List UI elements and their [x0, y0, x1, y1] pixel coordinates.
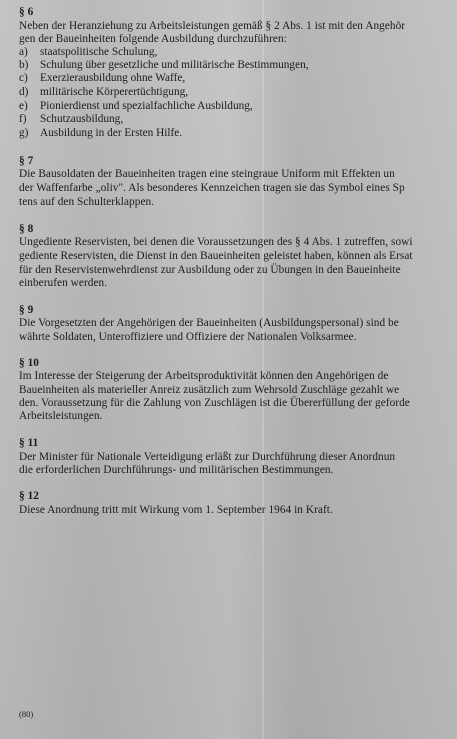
list-item	[19, 59, 309, 72]
list-item	[19, 100, 253, 113]
section-10-line: Baueinheiten als materieller Anreiz zusätzlich zum Wehrsold Zuschläge gezahlt we	[19, 384, 400, 396]
section-7-heading: § 7	[19, 155, 34, 167]
section-7-line: tens auf den Schulterklappen.	[19, 196, 155, 208]
list-item-text: Pionierdienst und spezialfachliche Ausbildung,	[40, 100, 253, 112]
section-10-line: Im Interesse der Steigerung der Arbeitsproduktivität können den Angehörigen de	[19, 370, 389, 382]
list-item	[19, 72, 185, 85]
section-12-heading: § 12	[19, 490, 39, 502]
section-8-heading: § 8	[19, 223, 34, 235]
list-item-text: Schutzausbildung,	[40, 113, 124, 125]
list-item	[19, 127, 182, 140]
section-8-line: einberufen werden.	[19, 277, 108, 289]
list-marker: d)	[19, 86, 29, 98]
list-marker: a)	[19, 46, 28, 58]
list-marker: g)	[19, 127, 29, 139]
section-10-line: den. Voraussetzung für die Zahlung von Zuschlägen ist die Übererfüllung der geforde	[19, 397, 410, 409]
section-8-line: Ungediente Reservisten, bei denen die Voraussetzungen des § 4 Abs. 1 zutreffen, sowi	[19, 236, 413, 248]
list-marker: c)	[19, 72, 28, 84]
list-item-text: militärische Körperertüchtigung,	[40, 86, 189, 98]
section-6-intro-line: Neben der Heranziehung zu Arbeitsleistungen gemäß § 2 Abs. 1 ist mit den Angehör	[19, 20, 406, 32]
section-9-line: währte Soldaten, Unteroffiziere und Offiziere der Nationalen Volksarmee.	[19, 331, 357, 343]
section-8-line: gediente Reservisten, die Dienst in den Baueinheiten geleistet haben, können als Ersat	[19, 250, 413, 262]
section-10-line: Arbeitsleistungen.	[19, 410, 103, 422]
section-10-heading: § 10	[19, 357, 39, 369]
section-7-line: der Waffenfarbe „oliv". Als besonderes Kennzeichen tragen sie das Symbol eines Sp	[19, 182, 405, 194]
list-item-text: Ausbildung in der Ersten Hilfe.	[40, 127, 183, 139]
list-item	[19, 86, 188, 99]
list-item	[19, 113, 123, 126]
section-9-line: Die Vorgesetzten der Angehörigen der Baueinheiten (Ausbildungspersonal) sind be	[19, 317, 399, 329]
list-marker: e)	[19, 100, 28, 112]
list-marker: f)	[19, 113, 27, 125]
section-9-heading: § 9	[19, 304, 34, 316]
section-8-line: für den Reservistenwehrdienst zur Ausbildung oder zu Übungen in den Baueinheite	[19, 264, 401, 276]
list-item	[19, 46, 157, 59]
list-item-text: Exerzierausbildung ohne Waffe,	[40, 72, 186, 84]
document-page	[19, 0, 457, 739]
section-11-heading: § 11	[19, 437, 39, 449]
list-item-text: staatspolitische Schulung,	[40, 46, 158, 58]
section-12-line: Diese Anordnung tritt mit Wirkung vom 1. September 1964 in Kraft.	[19, 504, 333, 516]
section-11-line: die erforderlichen Durchführungs- und militärischen Bestimmungen.	[19, 464, 334, 476]
section-6-heading: § 6	[19, 6, 34, 18]
section-7-line: Die Bausoldaten der Baueinheiten tragen eine steingraue Uniform mit Effekten un	[19, 168, 395, 180]
section-11-line: Der Minister für Nationale Verteidigung erläßt zur Durchführung dieser Anordnun	[19, 451, 396, 463]
list-marker: b)	[19, 59, 29, 71]
page-number: (80)	[19, 709, 34, 719]
section-6-intro-line: gen der Baueinheiten folgende Ausbildung durchzuführen:	[19, 33, 287, 45]
list-item-text: Schulung über gesetzliche und militärische Bestimmungen,	[40, 59, 309, 71]
